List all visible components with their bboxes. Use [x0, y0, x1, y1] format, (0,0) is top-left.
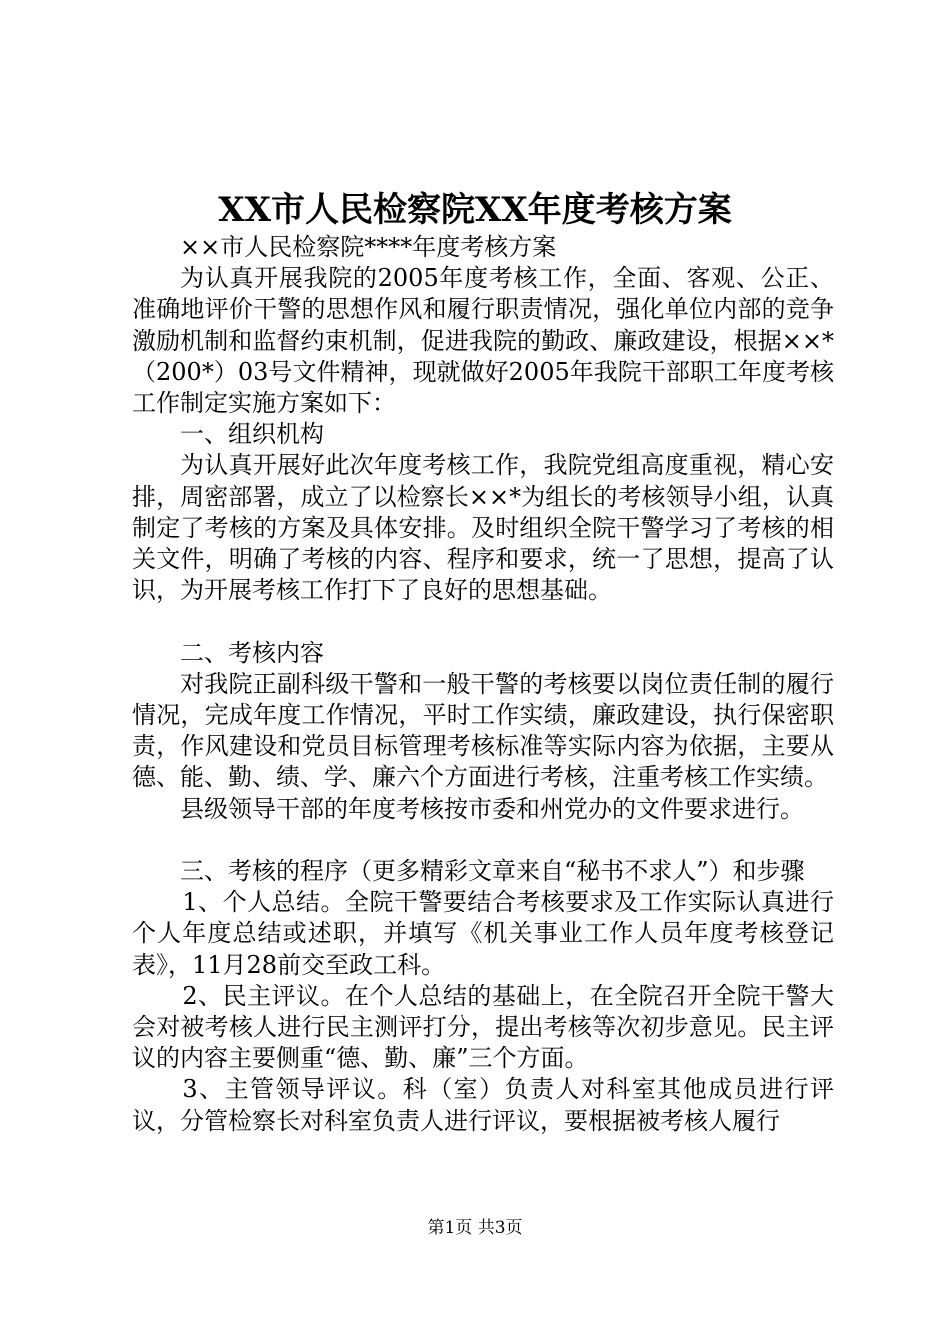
- body-paragraph-step-3: 3、主管领导评议。科（室）负责人对科室其他成员进行评议，分管检察长对科室负责人进行评议，要根据被考核人履行: [132, 1075, 834, 1135]
- document-title: XX市人民检察院XX年度考核方案: [218, 190, 732, 230]
- body-paragraph-intro: 为认真开展我院的2005年度考核工作，全面、客观、公正、准确地评价干警的思想作风和履行职责情况，强化单位内部的竞争激励机制和监督约束机制，促进我院的勤政、廉政建设，根据××*（200*）03号文件精神，现就做好2005年我院干部职工年度考核工作制定实施方案如下：: [132, 264, 834, 418]
- body-paragraph-step-1: 1、个人总结。全院干警要结合考核要求及工作实际认真进行个人年度总结或述职，并填写《机关事业工作人员年度考核登记表》，11月28前交至政工科。: [132, 888, 834, 979]
- page-number-footer: 第1页 共3页: [427, 1218, 523, 1238]
- section-heading-procedure: 三、考核的程序（更多精彩文章来自“秘书不求人”）和步骤: [180, 857, 805, 886]
- body-paragraph-county-leaders: 县级领导干部的年度考核按市委和州党办的文件要求进行。: [180, 794, 804, 823]
- body-paragraph-content: 对我院正副科级干警和一般干警的考核要以岗位责任制的履行情况，完成年度工作情况，平时工作实绩，廉政建设，执行保密职责，作风建设和党员目标管理考核标准等实际内容为依据，主要从德、能、勤、绩、学、廉六个方面进行考核，注重考核工作实绩。: [132, 669, 834, 792]
- paragraph-gap: [132, 606, 834, 637]
- section-heading-content: 二、考核内容: [180, 638, 324, 667]
- section-heading-organization: 一、组织机构: [180, 420, 324, 449]
- paragraph-gap: [132, 825, 834, 856]
- body-paragraph-heading: ××市人民检察院****年度考核方案: [180, 233, 557, 261]
- body-paragraph-step-2: 2、民主评议。在个人总结的基础上，在全院召开全院干警大会对被考核人进行民主测评打分，提出考核等次初步意见。民主评议的内容主要侧重“德、勤、廉”三个方面。: [132, 981, 834, 1073]
- document-body: [132, 232, 834, 1137]
- body-paragraph-organization: 为认真开展好此次年度考核工作，我院党组高度重视，精心安排，周密部署，成立了以检察长××*为组长的考核领导小组，认真制定了考核的方案及具体安排。及时组织全院干警学习了考核的相关文件，明确了考核的内容、程序和要求，统一了思想，提高了认识，为开展考核工作打下了良好的思想基础。: [132, 451, 834, 605]
